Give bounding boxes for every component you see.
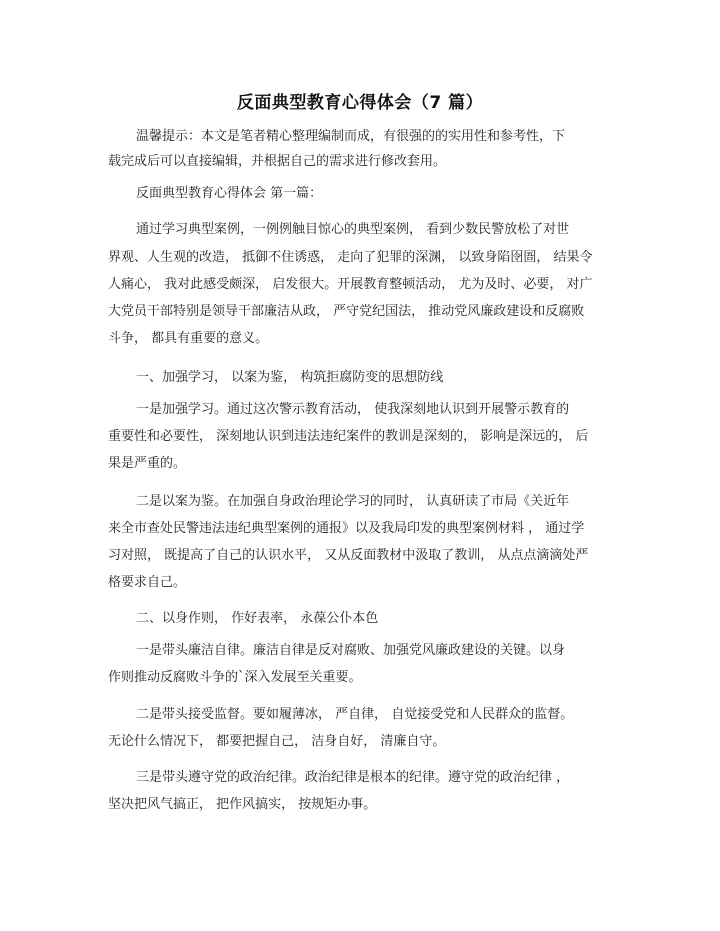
body-line: 来全市查处民警违法违纪典型案例的通报》以及我局印发的典型案例材料 ， 通过学 [108,521,585,536]
body-line: 果是严重的。 [108,456,187,471]
tip-line-1: 温馨提示：本文是笔者精心整理编制而成，有很强的的实用性和参考性，下 [136,129,566,144]
body-line: 习对照， 既提高了自己的认识水平， 又从反面教材中汲取了教训， 从点点滴滴处严 [108,548,589,563]
body-line: 无论什么情况下， 都要把握自己， 洁身自好， 清廉自守。 [108,734,446,749]
subheading-1: 一、加强学习， 以案为鉴， 构筑拒腐防变的思想防线 [136,370,444,385]
body-line: 格要求自己。 [108,575,187,590]
tip-line-2: 载完成后可以直接编辑，并根据自己的需求进行修改套用。 [108,154,447,169]
body-line: 一是带头廉洁自律。廉洁自律是反对腐败、加强党风廉政建设的关键。以身 [136,643,566,658]
body-line: 二是带头接受监督。要如履薄冰， 严自律， 自觉接受党和人民群众的监督。 [136,707,574,722]
section-heading: 反面典型教育心得体会 第一篇： [136,186,323,201]
body-line: 界观、人生观的改造， 抵御不住诱惑， 走向了犯罪的深渊， 以致身陷囹圄， 结果令 [108,250,593,265]
body-line: 三是带头遵守党的政治纪律。政治纪律是根本的纪律。遵守党的政治纪律 ， [136,770,570,785]
body-line: 人痛心， 我对此感受颇深， 启发很大。开展教育整顿活动， 尤为及时、必要， 对广 [108,277,593,292]
subheading-2: 二、以身作则， 作好表率， 永葆公仆本色 [136,611,379,626]
document-title: 反面典型教育心得体会（7 篇） [236,93,484,113]
body-line: 一是加强学习。通过这次警示教育活动， 使我深刻地认识到开展警示教育的 [136,402,570,417]
body-line: 坚决把风气搞正， 把作风搞实， 按规矩办事。 [108,797,377,812]
body-line: 斗争， 都具有重要的意义。 [108,331,269,346]
body-line: 作则推动反腐败斗争的`深入发展至关重要。 [108,670,362,685]
body-line: 二是以案为鉴。在加强自身政治理论学习的同时， 认真研读了市局《关近年 [136,494,570,509]
body-line: 通过学习典型案例，一例例触目惊心的典型案例， 看到少数民警放松了对世 [136,222,570,237]
body-line: 重要性和必要性， 深刻地认识到违法违纪案件的教训是深刻的， 影响是深远的， 后 [108,429,589,444]
body-line: 大党员干部特别是领导干部廉洁从政， 严守党纪国法， 推动党风廉政建设和反腐败 [108,304,585,319]
